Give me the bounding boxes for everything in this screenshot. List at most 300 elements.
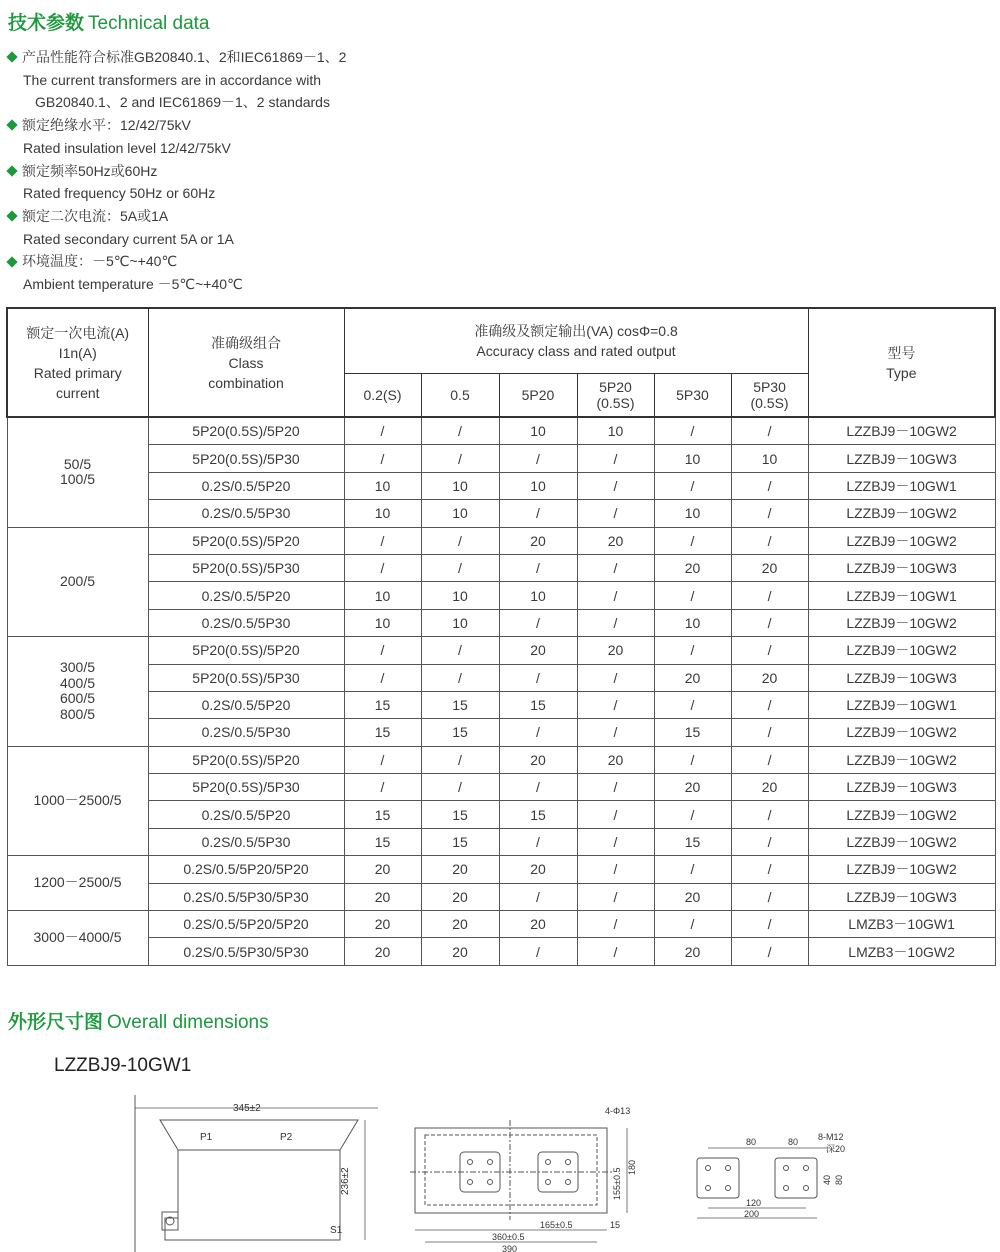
heading-en: Overall dimensions [107,1012,269,1033]
bolt-hole-icon [804,1186,809,1191]
output-cell: 10 [344,609,421,636]
output-cell: 20 [499,746,577,773]
output-cell: / [421,554,499,581]
output-cell: / [421,774,499,801]
dim-40: 40 [822,1174,832,1185]
current-value: 800/5 [59,705,96,722]
spec-cn: 额定二次电流：5A或1A [22,207,169,224]
dim-180: 180 [627,1159,637,1175]
table-row [7,801,995,828]
output-cell: 15 [421,828,499,855]
spec-item [6,205,706,228]
output-cell: 20 [577,637,654,664]
output-cell: 15 [421,719,499,746]
output-cell: / [577,911,654,938]
output-cell: 10 [499,417,577,445]
output-cell: 15 [344,828,421,855]
dim-depth-20: 深20 [826,1144,846,1154]
terminal-plate-left [697,1158,739,1198]
subheader-line: 0.2(S) [363,387,402,403]
table-row [7,637,995,664]
dim-236: 236±2 [340,1167,351,1195]
class-cell: 5P20(0.5S)/5P30 [148,664,344,691]
output-cell: / [731,883,808,910]
type-cell: LZZBJ9－10GW3 [808,664,995,691]
spec-en: The current transformers are in accordance with [23,71,322,88]
table-row [7,828,995,855]
output-cell: / [577,938,654,965]
bolt-hole-icon [488,1180,493,1185]
spec-cn: 环境温度：－5℃~+40℃ [22,253,178,270]
model-title: LZZBJ9-10GW1 [54,1055,192,1076]
output-cell: 20 [344,938,421,965]
class-cell: 5P20(0.5S)/5P30 [148,445,344,472]
output-cell: / [654,856,731,883]
subheader-line: (0.5S) [596,395,635,411]
output-cell: / [731,472,808,499]
output-cell: 15 [421,691,499,718]
output-cell: / [654,417,731,445]
dimension-drawings [130,1090,860,1252]
primary-current-cell [7,911,148,966]
output-cell: / [731,719,808,746]
current-value: 50/5 [63,455,92,472]
output-cell: 15 [499,801,577,828]
header-line: 型号 [887,344,916,361]
type-cell: LMZB3－10GW1 [808,911,995,938]
base-inner-outline [425,1135,597,1205]
output-cell: 15 [499,691,577,718]
class-cell: 0.2S/0.5/5P20 [148,691,344,718]
output-cell: / [577,445,654,472]
output-cell: / [654,527,731,554]
bolt-hole-icon [488,1160,493,1165]
output-cell: / [421,445,499,472]
diamond-bullet-icon [6,120,17,131]
table-body [7,417,995,965]
output-cell: 15 [421,801,499,828]
spec-cn: 额定频率50Hz或60Hz [22,162,158,179]
dim-200: 200 [744,1209,760,1219]
output-cell: / [344,746,421,773]
output-cell: / [421,664,499,691]
spec-item [6,250,706,273]
header-primary-current [7,308,148,417]
table-row [7,774,995,801]
current-value: 1200－2500/5 [33,874,122,891]
primary-current-cell [7,417,148,527]
dim-390: 390 [502,1244,518,1252]
type-cell: LZZBJ9－10GW1 [808,582,995,609]
output-cell: / [421,417,499,445]
table-row [7,445,995,472]
output-cell: 20 [654,664,731,691]
dim-8-m12: 8-M12 [818,1132,844,1142]
table-row [7,691,995,718]
spec-table [6,307,996,966]
output-cell: / [499,828,577,855]
terminal-detail-drawing [697,1148,828,1218]
table-row [7,664,995,691]
terminal-plate-right [775,1158,817,1198]
output-cell: / [577,664,654,691]
header-accuracy [344,308,808,374]
output-cell: / [499,719,577,746]
overall-dimensions-heading [8,1007,269,1034]
transformer-body-outline [160,1120,358,1240]
header-line: current [55,384,100,401]
dim-80a: 80 [746,1137,757,1147]
spec-en: GB20840.1、2 and IEC61869－1、2 standards [35,94,330,111]
header-line: Type [886,364,917,381]
output-cell: / [731,828,808,855]
output-cell: / [731,637,808,664]
output-cell: 15 [344,801,421,828]
header-line: I1n(A) [58,344,97,361]
output-cell: / [654,801,731,828]
table-row [7,856,995,883]
primary-current-cell [7,637,148,747]
table-row [7,417,995,445]
output-cell: 20 [731,664,808,691]
type-cell: LZZBJ9－10GW2 [808,417,995,445]
output-cell: / [344,554,421,581]
output-cell: / [577,691,654,718]
diamond-bullet-icon [6,165,17,176]
output-cell: 20 [499,911,577,938]
spec-en: Rated secondary current 5A or 1A [23,230,234,247]
output-cell: / [499,774,577,801]
spec-en: Rated frequency 50Hz or 60Hz [23,185,216,202]
output-cell: 20 [344,883,421,910]
header-line: Class [228,354,264,371]
label-s1: S1 [330,1225,343,1236]
dim-155: 155±0.5 [612,1167,622,1200]
type-cell: LZZBJ9－10GW2 [808,527,995,554]
subheader-line: (0.5S) [750,395,789,411]
output-cell: / [654,691,731,718]
current-value: 600/5 [59,690,96,707]
output-cell: 20 [654,938,731,965]
type-cell: LZZBJ9－10GW2 [808,637,995,664]
dim-4-phi13: 4-Φ13 [605,1106,631,1116]
bolt-hole-icon [546,1180,551,1185]
output-cell: 20 [421,911,499,938]
header-line: 额定一次电流(A) [26,324,130,341]
output-cell: 20 [577,527,654,554]
type-cell: LZZBJ9－10GW1 [808,472,995,499]
subheader-line: 5P20 [599,379,632,395]
header-line: 准确级及额定输出(VA) cosΦ=0.8 [474,323,678,339]
table-row [7,554,995,581]
output-cell: 15 [344,691,421,718]
type-cell: LZZBJ9－10GW2 [808,828,995,855]
output-cell: / [499,554,577,581]
header-class [148,308,344,417]
output-cell: 15 [654,828,731,855]
bolt-hole-icon [726,1186,731,1191]
table-row [7,500,995,527]
output-cell: / [499,938,577,965]
output-cell: 10 [421,472,499,499]
primary-current-cell [7,856,148,911]
subheader-5p30 [654,374,731,418]
output-cell: 20 [421,938,499,965]
subheader-5p30-0-5s [731,374,808,418]
subheader-5p20 [499,374,577,418]
header-type [808,308,995,417]
output-cell: / [731,801,808,828]
output-cell: 20 [421,856,499,883]
output-cell: / [499,664,577,691]
output-cell: 15 [344,719,421,746]
class-cell: 0.2S/0.5/5P20 [148,801,344,828]
output-cell: / [654,746,731,773]
class-cell: 5P20(0.5S)/5P20 [148,417,344,445]
output-cell: 10 [344,500,421,527]
current-value: 300/5 [59,659,96,676]
output-cell: / [654,637,731,664]
spec-list [6,46,706,296]
output-cell: / [577,719,654,746]
class-cell: 5P20(0.5S)/5P20 [148,527,344,554]
table-row [7,609,995,636]
header-line: 准确级组合 [211,334,281,351]
bolt-hole-icon [804,1166,809,1171]
dim-360: 360±0.5 [492,1232,525,1242]
type-cell: LZZBJ9－10GW2 [808,719,995,746]
output-cell: / [577,856,654,883]
header-line: Rated primary [33,364,122,381]
class-cell: 0.2S/0.5/5P30/5P30 [148,938,344,965]
output-cell: / [499,445,577,472]
output-cell: / [577,828,654,855]
output-cell: 15 [654,719,731,746]
header-line: combination [208,374,284,391]
subheader-line: 5P30 [676,387,709,403]
output-cell: / [499,500,577,527]
primary-current-cell [7,527,148,637]
output-cell: 10 [499,472,577,499]
output-cell: / [344,527,421,554]
output-cell: 20 [344,856,421,883]
output-cell: / [577,500,654,527]
output-cell: 20 [654,774,731,801]
subheader-5p20-0-5s [577,374,654,418]
technical-data-heading [8,8,209,35]
bolt-hole-icon [706,1186,711,1191]
output-cell: 10 [654,445,731,472]
class-cell: 0.2S/0.5/5P30/5P30 [148,883,344,910]
spec-cn: 额定绝缘水平：12/42/75kV [22,117,191,134]
output-cell: 20 [499,856,577,883]
current-value: 400/5 [59,674,96,691]
output-cell: / [421,746,499,773]
table-row [7,938,995,965]
bolt-hole-icon [546,1160,551,1165]
output-cell: / [654,911,731,938]
type-cell: LZZBJ9－10GW2 [808,856,995,883]
heading-cn: 外形尺寸图 [8,1012,104,1033]
output-cell: 20 [499,637,577,664]
bolt-hole-icon [566,1160,571,1165]
subheader-0-5 [421,374,499,418]
terminal-detail-labels [744,1132,845,1219]
output-cell: 10 [654,609,731,636]
output-cell: / [577,801,654,828]
front-view-labels [200,1103,351,1236]
current-value: 3000－4000/5 [33,929,122,946]
table-row [7,911,995,938]
table-row [7,472,995,499]
output-cell: 20 [654,554,731,581]
output-cell: 10 [731,445,808,472]
dim-80c: 80 [834,1174,844,1185]
subheader-line: 5P30 [753,379,786,395]
subheader-line: 0.5 [450,387,470,403]
output-cell: / [731,691,808,718]
output-cell: 20 [499,527,577,554]
output-cell: / [421,637,499,664]
diamond-bullet-icon [6,52,17,63]
type-cell: LZZBJ9－10GW2 [808,500,995,527]
current-value: 100/5 [59,471,96,488]
heading-en: Technical data [88,13,210,34]
output-cell: / [731,500,808,527]
output-cell: 10 [421,500,499,527]
class-cell: 5P20(0.5S)/5P30 [148,774,344,801]
output-cell: / [577,554,654,581]
dim-165: 165±0.5 [540,1220,573,1230]
dim-80b: 80 [788,1137,799,1147]
output-cell: / [654,582,731,609]
output-cell: 10 [344,472,421,499]
output-cell: / [344,664,421,691]
class-cell: 5P20(0.5S)/5P20 [148,746,344,773]
output-cell: / [731,609,808,636]
dim-120: 120 [746,1198,762,1208]
output-cell: / [731,938,808,965]
class-cell: 0.2S/0.5/5P20 [148,582,344,609]
class-cell: 0.2S/0.5/5P30 [148,500,344,527]
output-cell: / [577,472,654,499]
table-row [7,719,995,746]
output-cell: / [577,609,654,636]
bolt-hole-icon [706,1166,711,1171]
output-cell: / [421,527,499,554]
output-cell: / [499,883,577,910]
class-cell: 0.2S/0.5/5P20/5P20 [148,911,344,938]
output-cell: 10 [654,500,731,527]
spec-item [6,160,706,183]
class-cell: 0.2S/0.5/5P20 [148,472,344,499]
output-cell: / [654,472,731,499]
output-cell: 10 [499,582,577,609]
output-cell: / [731,582,808,609]
subheader-line: 5P20 [521,387,555,403]
output-cell: / [577,774,654,801]
output-cell: 10 [421,582,499,609]
bolt-hole-icon [784,1166,789,1171]
spec-cn: 产品性能符合标准GB20840.1、2和IEC61869－1、2 [22,49,347,65]
dim-15: 15 [610,1220,621,1230]
class-cell: 5P20(0.5S)/5P20 [148,637,344,664]
output-cell: / [577,582,654,609]
output-cell: / [344,637,421,664]
table-row [7,883,995,910]
type-cell: LZZBJ9－10GW3 [808,554,995,581]
output-cell: / [731,746,808,773]
label-p1: P1 [200,1132,213,1143]
type-cell: LZZBJ9－10GW2 [808,609,995,636]
spec-item [6,46,706,69]
type-cell: LZZBJ9－10GW3 [808,883,995,910]
output-cell: / [344,445,421,472]
output-cell: / [344,417,421,445]
subheader-0-2s [344,374,421,418]
output-cell: 20 [731,554,808,581]
output-cell: 20 [577,746,654,773]
table-row [7,527,995,554]
bolt-hole-icon [566,1180,571,1185]
header-line: Accuracy class and rated output [476,343,676,359]
bolt-hole-icon [468,1160,473,1165]
output-cell: 20 [421,883,499,910]
heading-cn: 技术参数 [8,13,85,34]
class-cell: 0.2S/0.5/5P20/5P20 [148,856,344,883]
output-cell: / [731,417,808,445]
output-cell: / [577,883,654,910]
label-p2: P2 [280,1132,293,1143]
table-header [7,308,995,417]
type-cell: LZZBJ9－10GW2 [808,801,995,828]
output-cell: 20 [731,774,808,801]
type-cell: LZZBJ9－10GW3 [808,445,995,472]
type-cell: LZZBJ9－10GW1 [808,691,995,718]
diamond-bullet-icon [6,211,17,222]
bolt-hole-icon [784,1186,789,1191]
terminal-box [162,1212,178,1230]
top-view-drawing [410,1120,627,1242]
diamond-bullet-icon [6,256,17,267]
bolt-hole-icon [468,1180,473,1185]
type-cell: LZZBJ9－10GW2 [808,746,995,773]
class-cell: 0.2S/0.5/5P30 [148,828,344,855]
class-cell: 5P20(0.5S)/5P30 [148,554,344,581]
spec-en: Ambient temperature －5℃~+40℃ [23,276,243,293]
output-cell: / [731,527,808,554]
output-cell: 10 [344,582,421,609]
type-cell: LMZB3－10GW2 [808,938,995,965]
output-cell: / [731,911,808,938]
bolt-hole-icon [726,1166,731,1171]
output-cell: 20 [344,911,421,938]
output-cell: 10 [421,609,499,636]
output-cell: / [499,609,577,636]
dim-345: 345±2 [233,1103,261,1114]
table-row [7,582,995,609]
output-cell: 20 [654,883,731,910]
spec-item [6,114,706,137]
output-cell: / [344,774,421,801]
type-cell: LZZBJ9－10GW3 [808,774,995,801]
current-value: 1000－2500/5 [33,792,122,809]
class-cell: 0.2S/0.5/5P30 [148,719,344,746]
output-cell: / [731,856,808,883]
current-value: 200/5 [59,573,96,590]
class-cell: 0.2S/0.5/5P30 [148,609,344,636]
table-row [7,746,995,773]
